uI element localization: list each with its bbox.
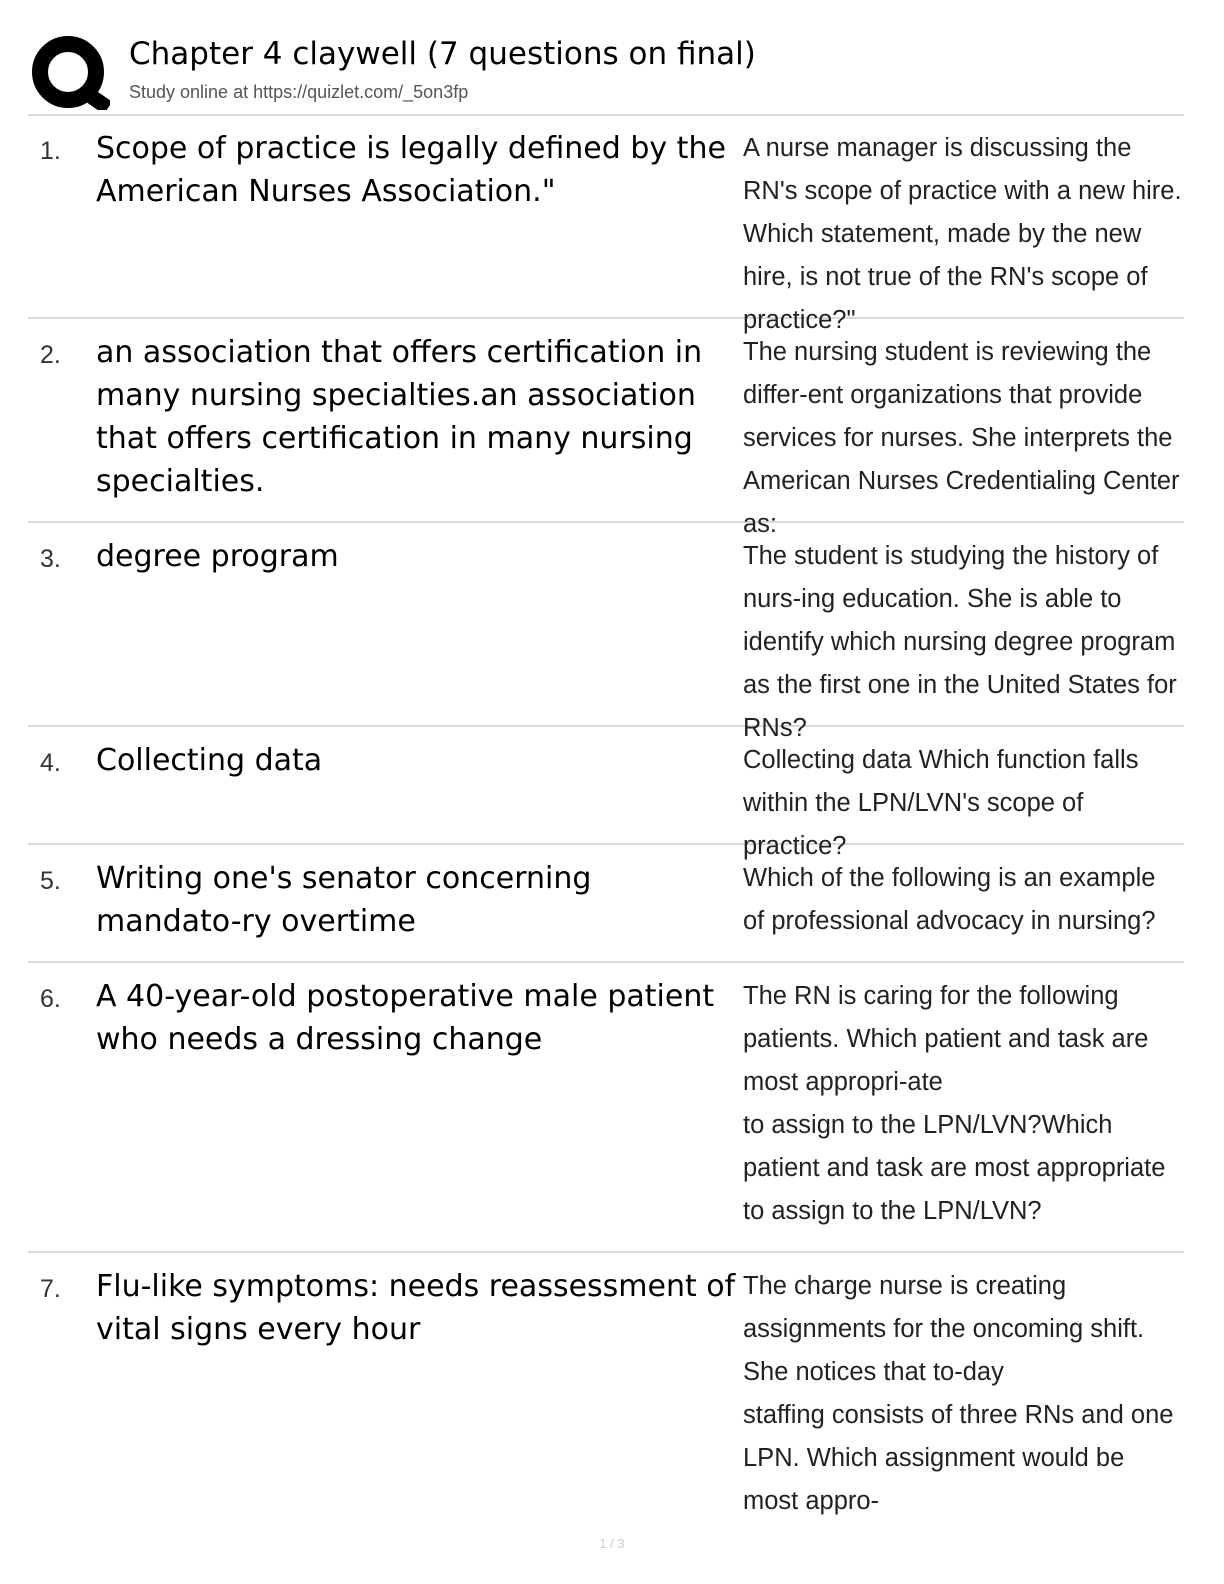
card-term: Flu-like symptoms: needs reassessment of vital signs every hour bbox=[96, 1269, 736, 1347]
card-term: an association that offers certification in many nursing specialties.an association that offers certification in many nursing specialties. bbox=[96, 335, 703, 499]
card-term: Collecting data bbox=[96, 743, 323, 778]
document-title: Chapter 4 claywell (7 questions on final) bbox=[129, 36, 756, 72]
flashcard-row bbox=[28, 523, 1184, 742]
card-number: 4. bbox=[40, 749, 61, 777]
flashcard-row bbox=[28, 1253, 1184, 1515]
card-number: 2. bbox=[40, 341, 61, 369]
card-number: 5. bbox=[40, 867, 61, 895]
card-number: 1. bbox=[40, 137, 61, 165]
flashcard-row bbox=[28, 319, 1184, 538]
card-number: 6. bbox=[40, 985, 61, 1013]
card-definition: Collecting data Which function falls within the LPN/LVN's scope of practice? bbox=[743, 746, 1139, 860]
study-online-link[interactable]: Study online at https://quizlet.com/_5on3fp bbox=[129, 82, 469, 102]
card-term: A 40-year-old postoperative male patient who needs a dressing change bbox=[96, 979, 715, 1057]
card-definition: A nurse manager is discussing the RN's scope of practice with a new hire. Which statement, made by the new hire, is not true of the RN's scope of practice?" bbox=[743, 134, 1182, 334]
page-number: 1 / 3 bbox=[599, 1536, 625, 1551]
card-definition: Which of the following is an example of professional advocacy in nursing? bbox=[743, 864, 1156, 935]
card-number: 7. bbox=[40, 1275, 61, 1303]
flashcard-row bbox=[28, 963, 1184, 1253]
card-term: Writing one's senator concerning mandato-ry overtime bbox=[96, 861, 592, 939]
card-term: degree program bbox=[96, 539, 339, 574]
card-definition: The charge nurse is creating assignments for the oncoming shift. She notices that to-day staffing consists of three RNs and one LPN. Which assignment would be most appro- bbox=[743, 1272, 1174, 1515]
flashcard-row bbox=[28, 845, 1184, 963]
card-term: Scope of practice is legally defined by the American Nurses Association." bbox=[96, 131, 726, 209]
card-definition: The student is studying the history of nurs-ing education. She is able to identify which nursing degree program as the first one in the United States for RNs? bbox=[743, 542, 1177, 742]
card-definition: The RN is caring for the following patients. Which patient and task are most appropri-ate to assign to the LPN/LVN?Which patient and task are most appropriate to assign to the LPN/LVN? bbox=[743, 982, 1166, 1225]
flashcard-row bbox=[28, 115, 1184, 334]
card-definition: The nursing student is reviewing the differ-ent organizations that provide services for nurses. She interprets the American Nurses Credentialing Center as: bbox=[743, 338, 1180, 538]
quizlet-q-logo-icon bbox=[30, 34, 110, 110]
card-number: 3. bbox=[40, 545, 61, 573]
page-header bbox=[28, 28, 1184, 116]
flashcard-row bbox=[28, 727, 1184, 860]
